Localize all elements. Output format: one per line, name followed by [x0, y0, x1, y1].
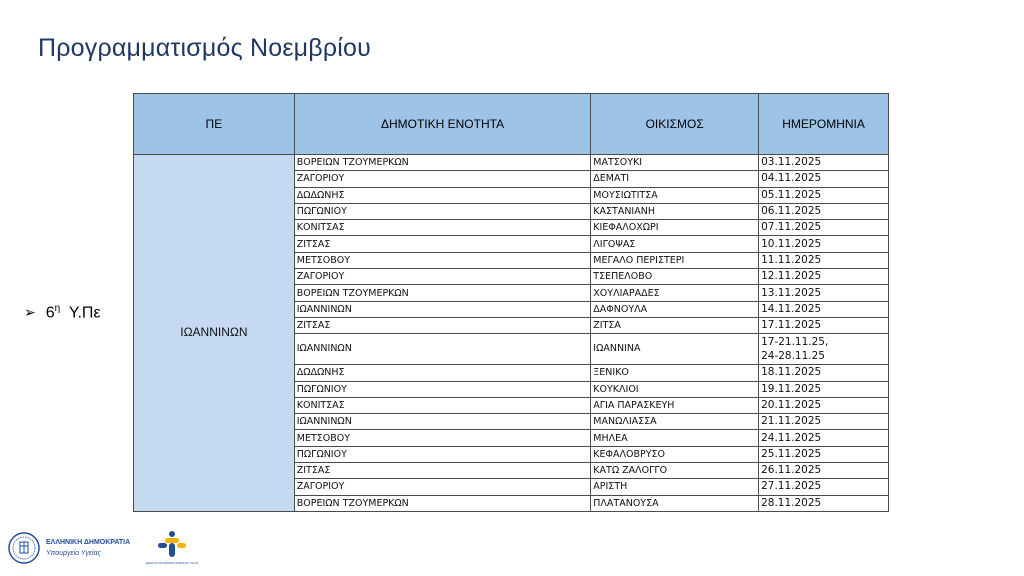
public-health-logo-icon [145, 530, 199, 570]
date-cell: 07.11.2025 [759, 220, 889, 236]
village-cell: ΚΙΕΦΑΛΟΧΩΡΙ [591, 220, 759, 236]
village-cell: ΚΑΤΩ ΖΑΛΟΓΓΟ [591, 463, 759, 479]
date-cell: 11.11.2025 [759, 252, 889, 268]
municipal-unit-cell: ΖΑΓΟΡΙΟΥ [294, 171, 591, 187]
municipal-unit-cell: ΒΟΡΕΙΩΝ ΤΖΟΥΜΕΡΚΩΝ [294, 495, 591, 511]
date-cell: 10.11.2025 [759, 236, 889, 252]
date-cell: 25.11.2025 [759, 446, 889, 462]
table-body [134, 155, 889, 512]
village-cell: ΜΗΛΕΑ [591, 430, 759, 446]
date-cell: 06.11.2025 [759, 203, 889, 219]
village-cell: ΜΟΥΣΙΩΤΙΤΣΑ [591, 187, 759, 203]
greek-seal-icon [8, 532, 40, 564]
municipal-unit-cell: ΖΙΤΣΑΣ [294, 463, 591, 479]
village-cell: ΜΕΓΑΛΟ ΠΕΡΙΣΤΕΡΙ [591, 252, 759, 268]
village-cell: ΜΑΝΩΛΙΑΣΣΑ [591, 414, 759, 430]
municipal-unit-cell: ΚΟΝΙΤΣΑΣ [294, 397, 591, 413]
date-cell: 17.11.2025 [759, 317, 889, 333]
municipal-unit-cell: ΙΩΑΝΝΙΝΩΝ [294, 334, 591, 365]
region-bullet [24, 303, 101, 322]
date-cell: 21.11.2025 [759, 414, 889, 430]
date-cell: 05.11.2025 [759, 187, 889, 203]
date-cell: 20.11.2025 [759, 397, 889, 413]
date-cell: 04.11.2025 [759, 171, 889, 187]
village-cell: ΠΛΑΤΑΝΟΥΣΑ [591, 495, 759, 511]
municipal-unit-cell: ΠΩΓΩΝΙΟΥ [294, 446, 591, 462]
village-cell: ΚΕΦΑΛΟΒΡΥΣΟ [591, 446, 759, 462]
date-cell: 14.11.2025 [759, 301, 889, 317]
municipal-unit-cell: ΜΕΤΣΟΒΟΥ [294, 252, 591, 268]
page-title: Προγραμματισμός Νοεμβρίου [38, 34, 372, 62]
municipal-unit-cell: ΜΕΤΣΟΒΟΥ [294, 430, 591, 446]
municipal-unit-cell: ΖΑΓΟΡΙΟΥ [294, 479, 591, 495]
municipal-unit-cell: ΔΩΔΩΝΗΣ [294, 365, 591, 381]
municipal-unit-cell: ΙΩΑΝΝΙΝΩΝ [294, 301, 591, 317]
date-line: 24-28.11.25 [761, 350, 825, 363]
ministry-name: Υπουργείο Υγείας [46, 550, 101, 557]
date-cell: 27.11.2025 [759, 479, 889, 495]
village-cell: ΚΟΥΚΛΙΟΙ [591, 381, 759, 397]
pe-cell: ΙΩΑΝΝΙΝΩΝ [134, 155, 295, 512]
date-cell: 24.11.2025 [759, 430, 889, 446]
municipal-unit-cell: ΖΑΓΟΡΙΟΥ [294, 269, 591, 285]
municipal-unit-cell: ΔΩΔΩΝΗΣ [294, 187, 591, 203]
public-health-caption: ΕΘΝΙΚΟΣ ΟΡΓΑΝΙΣΜΟΣ ΔΗΜΟΣΙΑΣ ΥΓΕΙΑΣ [145, 562, 199, 565]
village-cell: ΜΑΤΣΟΥΚΙ [591, 155, 759, 171]
government-text [46, 537, 130, 559]
village-cell: ΤΣΕΠΕΛΟΒΟ [591, 269, 759, 285]
header-date: ΗΜΕΡΟΜΗΝΙΑ [759, 94, 889, 155]
date-cell: 26.11.2025 [759, 463, 889, 479]
village-cell: ΚΑΣΤΑΝΙΑΝΗ [591, 203, 759, 219]
date-line: 17-21.11.25, [761, 336, 829, 349]
municipal-unit-cell: ΠΩΓΩΝΙΟΥ [294, 381, 591, 397]
municipal-unit-cell: ΖΙΤΣΑΣ [294, 236, 591, 252]
arrow-bullet-icon: ➢ [24, 304, 36, 321]
village-cell: ΑΓΙΑ ΠΑΡΑΣΚΕΥΗ [591, 397, 759, 413]
date-cell: 13.11.2025 [759, 285, 889, 301]
table-header-row [134, 94, 889, 155]
village-cell: ΖΙΤΣΑ [591, 317, 759, 333]
region-name: Υ.Πε [68, 304, 101, 322]
municipal-unit-cell: ΠΩΓΩΝΙΟΥ [294, 203, 591, 219]
region-number: 6 [45, 304, 55, 322]
village-cell: ΔΕΜΑΤΙ [591, 171, 759, 187]
gov-name: ΕΛΛΗΝΙΚΗ ΔΗΜΟΚΡΑΤΙΑ [46, 539, 131, 546]
municipal-unit-cell: ΒΟΡΕΙΩΝ ΤΖΟΥΜΕΡΚΩΝ [294, 285, 591, 301]
header-municipal-unit: ΔΗΜΟΤΙΚΗ ΕΝΟΤΗΤΑ [294, 94, 591, 155]
village-cell: ΛΙΓΟΨΑΣ [591, 236, 759, 252]
village-cell: ΑΡΙΣΤΗ [591, 479, 759, 495]
region-ordinal: η [54, 303, 61, 314]
municipal-unit-cell: ΙΩΑΝΝΙΝΩΝ [294, 414, 591, 430]
village-cell: ΞΕΝΙΚΟ [591, 365, 759, 381]
header-village: ΟΙΚΙΣΜΟΣ [591, 94, 759, 155]
date-cell: 03.11.2025 [759, 155, 889, 171]
date-cell: 12.11.2025 [759, 269, 889, 285]
footer-logos [8, 532, 130, 564]
village-cell: ΔΑΦΝΟΥΛΑ [591, 301, 759, 317]
date-cell: 28.11.2025 [759, 495, 889, 511]
municipal-unit-cell: ΒΟΡΕΙΩΝ ΤΖΟΥΜΕΡΚΩΝ [294, 155, 591, 171]
village-cell: ΧΟΥΛΙΑΡΑΔΕΣ [591, 285, 759, 301]
municipal-unit-cell: ΚΟΝΙΤΣΑΣ [294, 220, 591, 236]
schedule-table [133, 93, 889, 512]
date-cell: 18.11.2025 [759, 365, 889, 381]
region-label [46, 303, 101, 322]
table-row [134, 155, 889, 171]
village-cell: ΙΩΑΝΝΙΝΑ [591, 334, 759, 365]
date-cell [759, 334, 889, 365]
header-pe: ΠΕ [134, 94, 295, 155]
date-cell: 19.11.2025 [759, 381, 889, 397]
municipal-unit-cell: ΖΙΤΣΑΣ [294, 317, 591, 333]
